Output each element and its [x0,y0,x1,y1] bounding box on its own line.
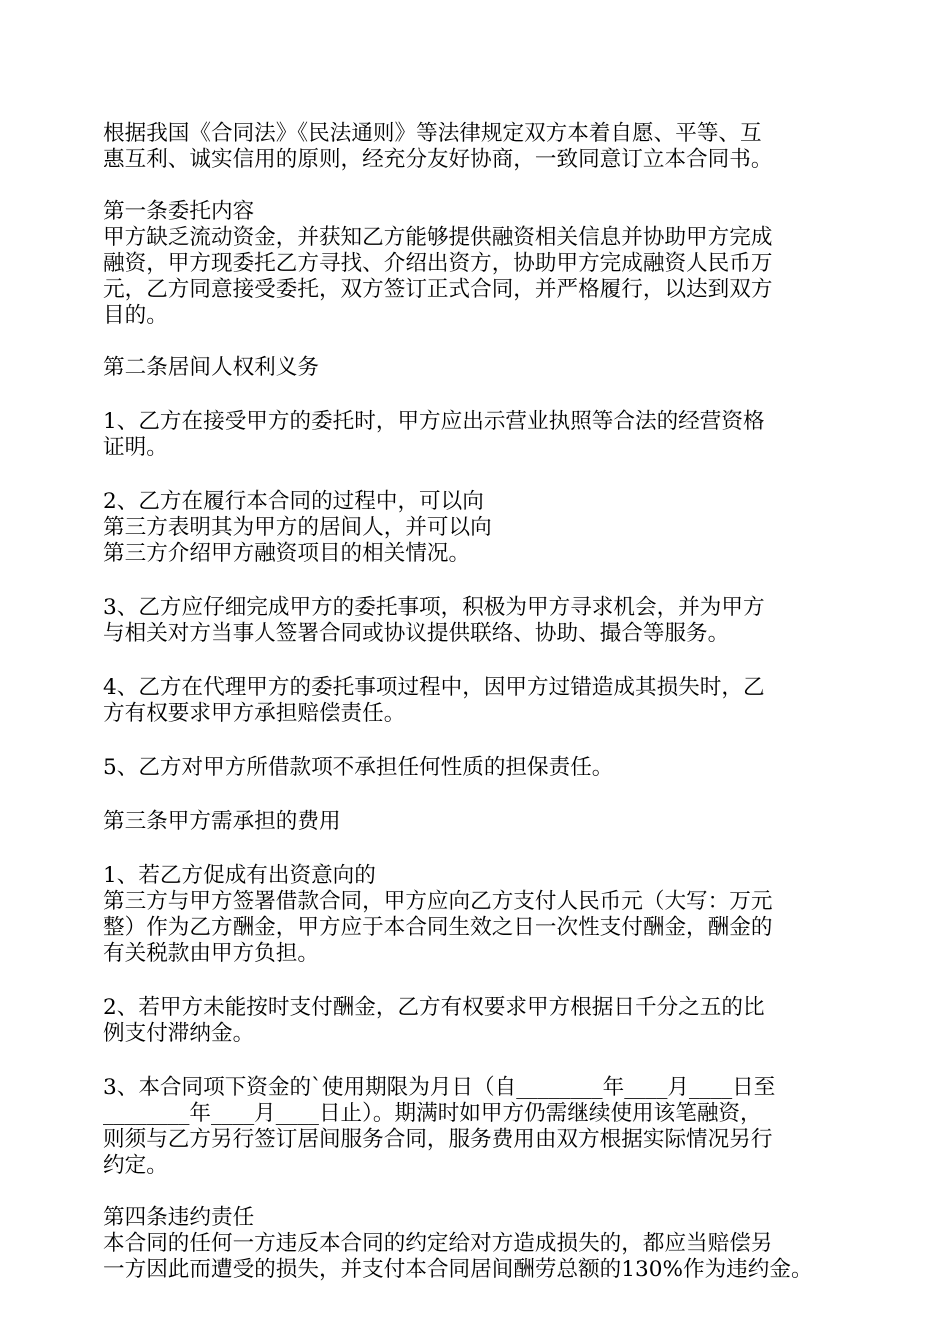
text-line: 例支付滞纳金。 [103,1021,255,1046]
text-line: 方有权要求甲方承担赔偿责任。 [103,701,406,726]
text-line: 根据我国《合同法》《民法通则》等法律规定双方本着自愿、平等、互 [103,121,762,146]
text-line: 2、乙方在履行本合同的过程中，可以向 [103,489,484,514]
article-2-clause-2 [103,489,863,567]
text-line: 元，乙方同意接受委托，双方签订正式合同，并严格履行，以达到双方 [103,277,773,302]
article-4 [103,1205,863,1283]
text-line: 3、本合同项下资金的`使用期限为月日（自________年____月____日至 [103,1075,776,1100]
article-2-clause-1 [103,409,863,461]
contract-page [103,121,863,1283]
text-line: 本合同的任何一方违反本合同的约定给对方造成损失的，都应当赔偿另 [103,1231,773,1256]
article-2-title: 第二条居间人权利义务 [103,355,319,380]
text-line: 4、乙方在代理甲方的委托事项过程中，因甲方过错造成其损失时，乙 [103,675,765,700]
article-2-clause-4 [103,675,863,727]
text-line: 第三方与甲方签署借款合同，甲方应向乙方支付人民币元（大写：万元 [103,889,773,914]
text-line: 一方因此而遭受的损失，并支付本合同居间酬劳总额的130%作为违约金。 [103,1257,813,1282]
text-line: 第三方表明其为甲方的居间人，并可以向 [103,515,492,540]
text-line: 1、若乙方促成有出资意向的 [103,863,376,888]
text-line: 3、乙方应仔细完成甲方的委托事项，积极为甲方寻求机会，并为甲方 [103,595,765,620]
text-line: 有关税款由甲方负担。 [103,941,319,966]
article-2-clause-5 [103,755,863,781]
article-3-clause-3 [103,1075,863,1179]
text-line: 整）作为乙方酬金，甲方应于本合同生效之日一次性支付酬金，酬金的 [103,915,773,940]
text-line: 证明。 [103,435,168,460]
text-line: 惠互利、诚实信用的原则，经充分友好协商，一致同意订立本合同书。 [103,147,773,172]
text-line: 第三方介绍甲方融资项目的相关情况。 [103,541,471,566]
text-line: 甲方缺乏流动资金，并获知乙方能够提供融资相关信息并协助甲方完成 [103,225,773,250]
text-line: 则须与乙方另行签订居间服务合同，服务费用由双方根据实际情况另行 [103,1127,773,1152]
text-line: ________年____月____日止）。期满时如甲方仍需继续使用该笔融资， [103,1101,762,1126]
text-line: 目的。 [103,303,168,328]
text-line: 融资，甲方现委托乙方寻找、介绍出资方，协助甲方完成融资人民币万 [103,251,773,276]
article-3-clause-1 [103,863,863,967]
article-2-clause-3 [103,595,863,647]
article-4-title: 第四条违约责任 [103,1205,255,1230]
text-line: 5、乙方对甲方所借款项不承担任何性质的担保责任。 [103,755,614,780]
text-line: 1、乙方在接受甲方的委托时，甲方应出示营业执照等合法的经营资格 [103,409,765,434]
article-3-title: 第三条甲方需承担的费用 [103,809,341,834]
text-line: 约定。 [103,1153,168,1178]
article-1 [103,199,863,329]
text-line: 2、若甲方未能按时支付酬金，乙方有权要求甲方根据日千分之五的比 [103,995,765,1020]
text-line: 与相关对方当事人签署合同或协议提供联络、协助、撮合等服务。 [103,621,730,646]
intro-paragraph [103,121,863,173]
article-1-title: 第一条委托内容 [103,199,255,224]
article-3-clause-2 [103,995,863,1047]
